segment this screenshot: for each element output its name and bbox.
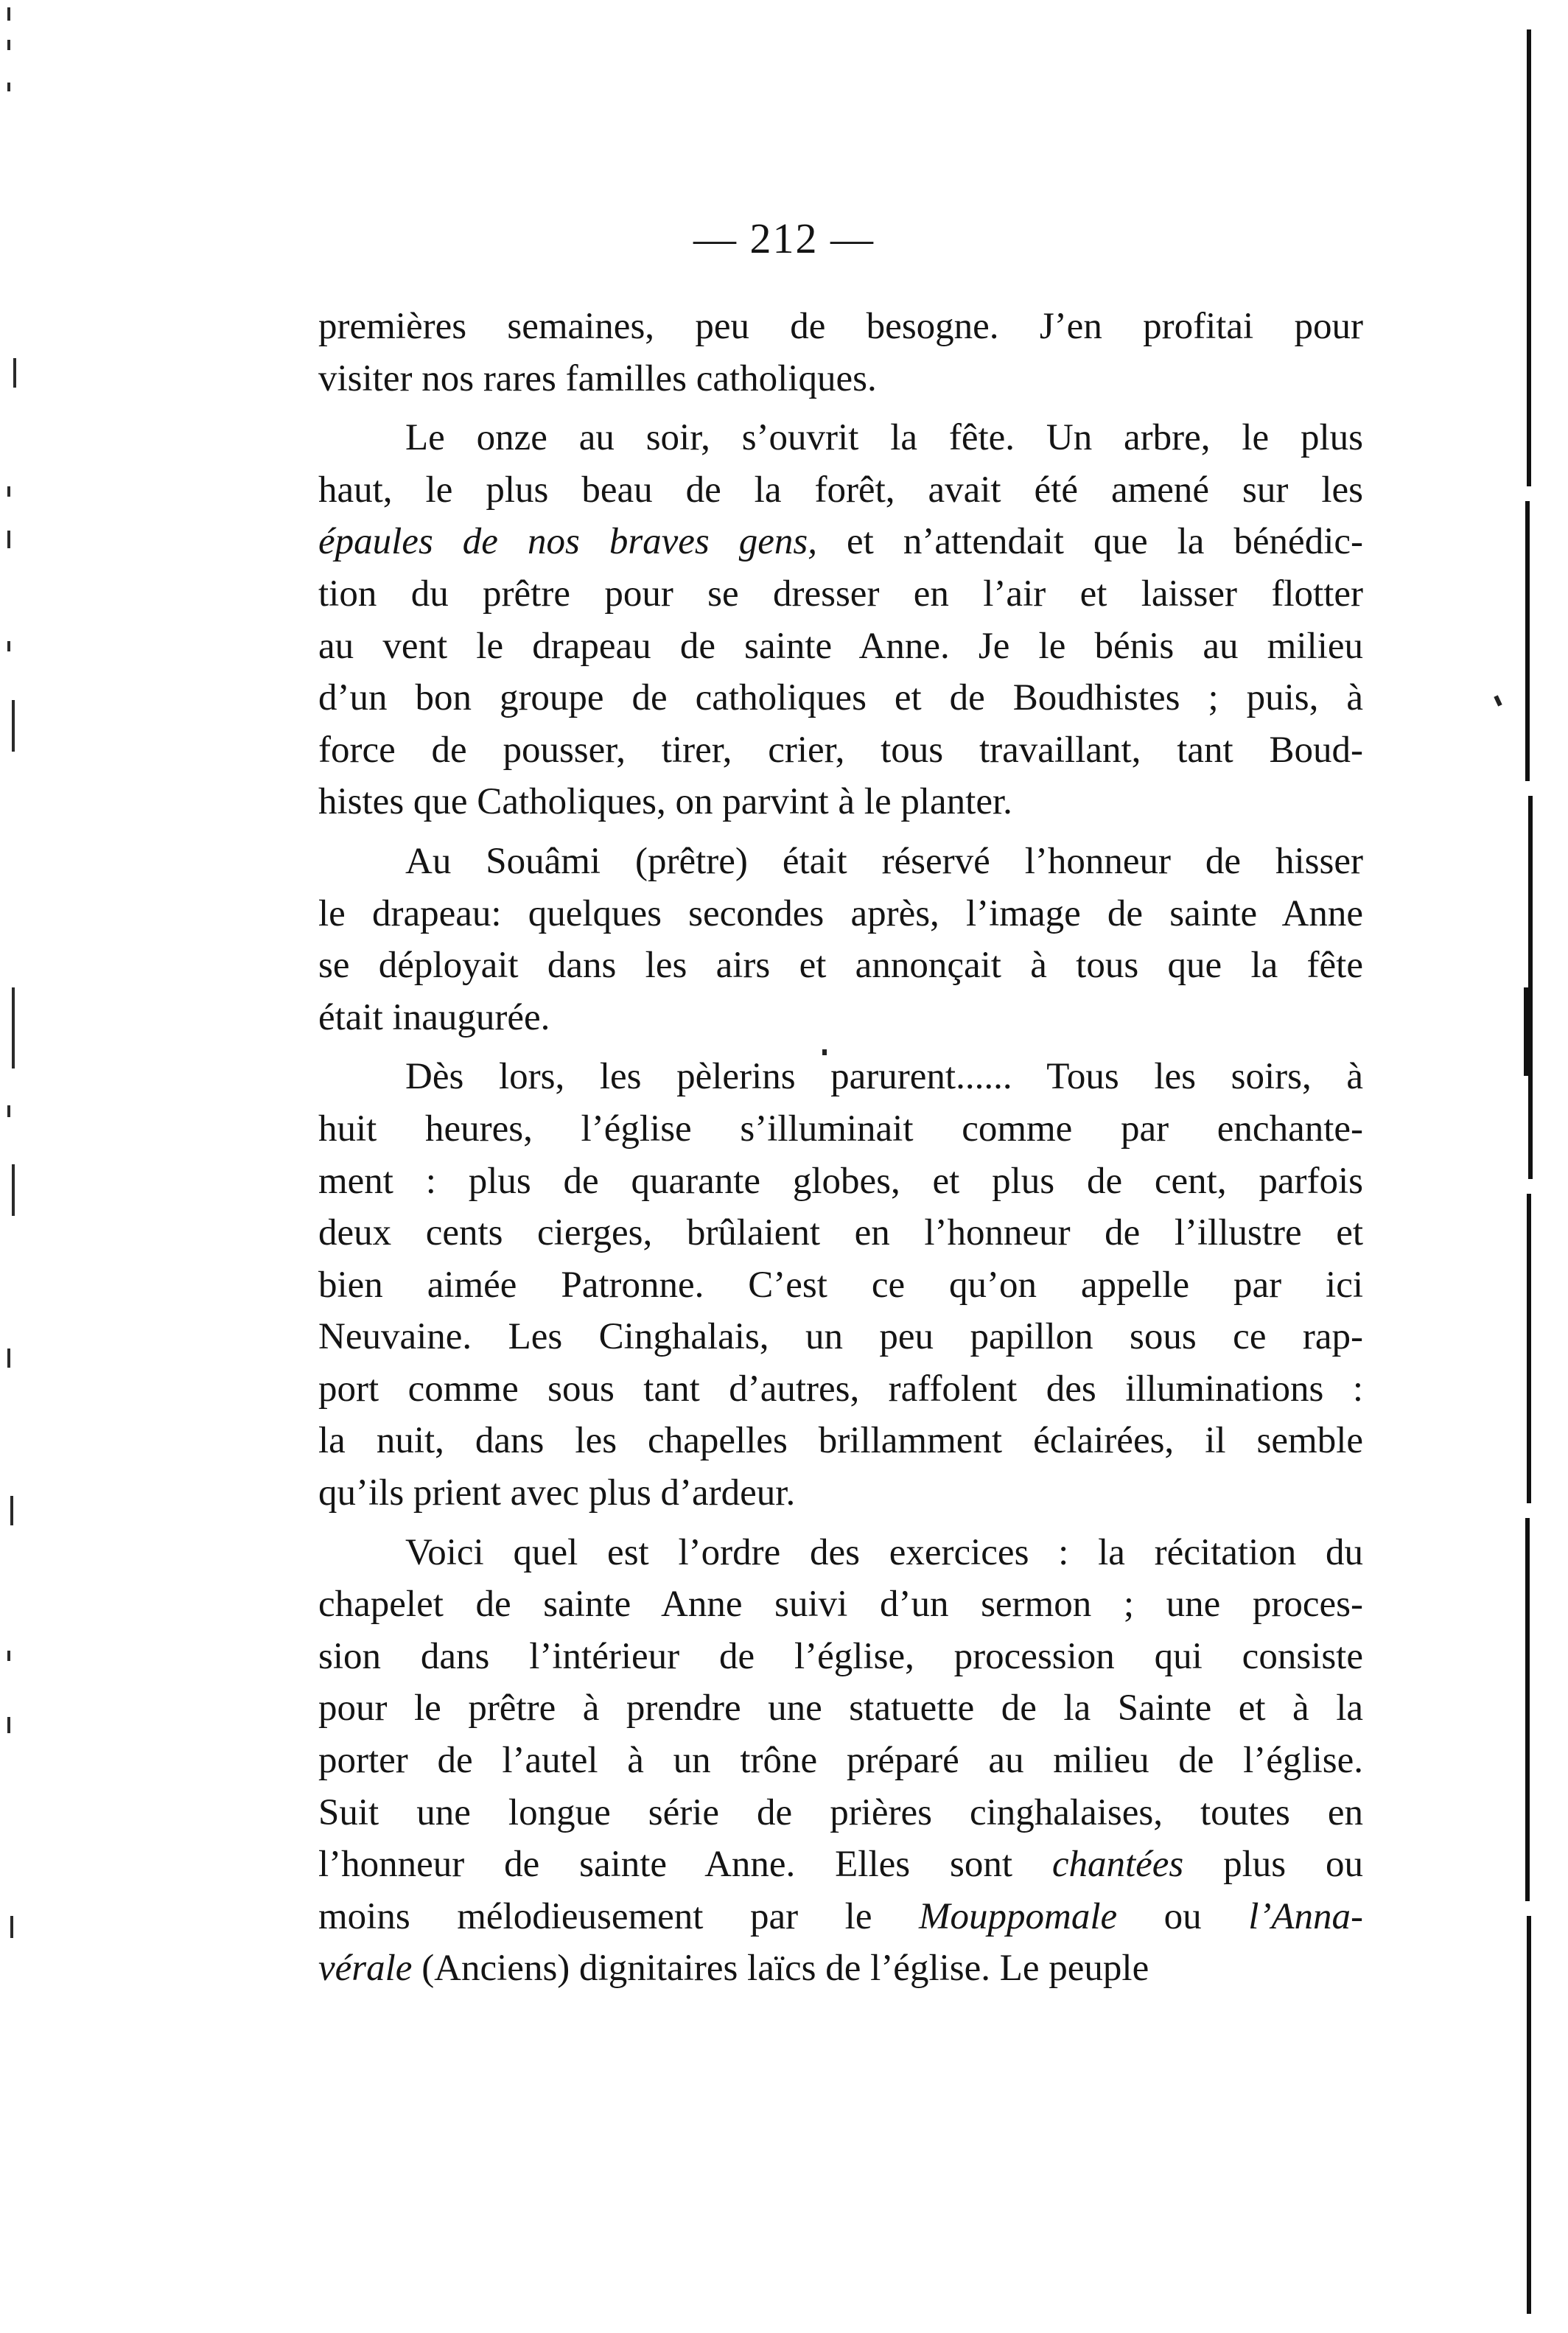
- text-line: épaules de nos braves gens, et n’attendait que la bénédic-: [318, 521, 1363, 563]
- text-line: se déployait dans les airs et annonçait à tous que la fête: [318, 945, 1363, 987]
- text-line: tion du prêtre pour se dresser en l’air et laisser flotter: [318, 573, 1363, 615]
- text-line: huit heures, l’église s’illuminait comme par enchante-: [318, 1108, 1363, 1150]
- text-line: Le onze au soir, s’ouvrit la fête. Un arbre, le plus: [405, 417, 1363, 459]
- text-line: Voici quel est l’ordre des exercices : la récitation du: [405, 1531, 1363, 1573]
- left-scan-edge: [7, 0, 25, 2333]
- text-line: qu’ils prient avec plus d’ardeur.: [318, 1472, 796, 1514]
- text-line: pour le prêtre à prendre une statuette de la Sainte et à la: [318, 1687, 1363, 1729]
- text-line: ment : plus de quarante globes, et plus de cent, parfois: [318, 1160, 1363, 1202]
- text-line: moins mélodieusement par le Mouppomale ou l’Anna-: [318, 1895, 1363, 1937]
- text-line: visiter nos rares familles catholiques.: [318, 357, 877, 399]
- paragraph-gap: [318, 828, 1363, 836]
- paragraph-3: [318, 836, 1363, 1043]
- text-line: porter de l’autel à un trône préparé au milieu de l’église.: [318, 1740, 1363, 1782]
- paragraph-gap: [318, 1519, 1363, 1527]
- paragraph-2: [318, 412, 1363, 828]
- page-number: — 212 —: [693, 214, 875, 262]
- stray-ink-mark: [1494, 695, 1502, 706]
- text-line: port comme sous tant d’autres, raffolent des illuminations :: [318, 1368, 1363, 1410]
- text-line: deux cents cierges, brûlaient en l’honneur de l’illustre et: [318, 1212, 1363, 1254]
- text-line: l’honneur de sainte Anne. Elles sont chantées plus ou: [318, 1844, 1363, 1886]
- text-line: vérale (Anciens) dignitaires laïcs de l’église. Le peuple: [318, 1948, 1149, 1990]
- text-line: était inaugurée.: [318, 996, 550, 1038]
- text-line: chapelet de sainte Anne suivi d’un sermon ; une proces-: [318, 1584, 1363, 1626]
- text-line: au vent le drapeau de sainte Anne. Je le bénis au milieu: [318, 625, 1363, 667]
- text-line: Neuvaine. Les Cinghalais, un peu papillon sous ce rap-: [318, 1316, 1363, 1358]
- text-line: haut, le plus beau de la forêt, avait été amené sur les: [318, 469, 1363, 511]
- text-line: premières semaines, peu de besogne. J’en profitai pour: [318, 306, 1363, 347]
- paragraph-gap: [318, 405, 1363, 412]
- text-line: la nuit, dans les chapelles brillamment éclairées, il semble: [318, 1420, 1363, 1462]
- text-line: d’un bon groupe de catholiques et de Boudhistes ; puis, à: [318, 677, 1363, 719]
- body-text: [318, 301, 1363, 1995]
- text-line: Suit une longue série de prières cinghalaises, toutes en: [318, 1791, 1363, 1833]
- text-line: histes que Catholiques, on parvint à le planter.: [318, 781, 1012, 823]
- text-line: Dès lors, les pèlerins parurent...... Tous les soirs, à: [405, 1056, 1363, 1098]
- text-line: force de pousser, tirer, crier, tous travaillant, tant Boud-: [318, 729, 1363, 771]
- text-line: sion dans l’intérieur de l’église, procession qui consiste: [318, 1635, 1363, 1677]
- paragraph-5: [318, 1527, 1363, 1995]
- text-line: le drapeau: quelques secondes après, l’image de sainte Anne: [318, 892, 1363, 934]
- text-line: Au Souâmi (prêtre) était réservé l’honneur de hisser: [405, 840, 1363, 882]
- paragraph-1: [318, 301, 1363, 405]
- paragraph-gap: [318, 1043, 1363, 1051]
- right-scan-edge: [1522, 29, 1536, 2314]
- paragraph-4: [318, 1051, 1363, 1519]
- text-line: bien aimée Patronne. C’est ce qu’on appelle par ici: [318, 1264, 1363, 1306]
